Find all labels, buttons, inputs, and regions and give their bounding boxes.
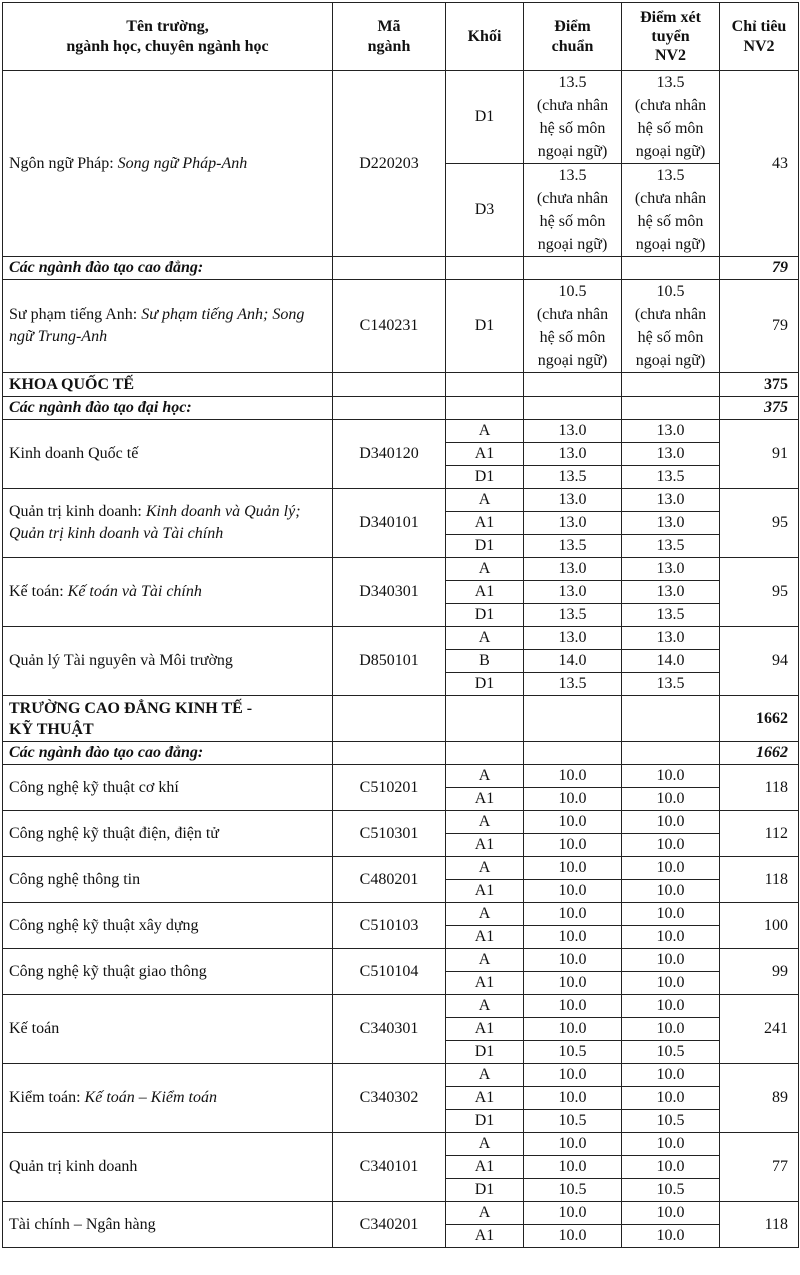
quota-cell: 95 [720, 558, 799, 627]
header-name: Tên trường, ngành học, chuyên ngành học [3, 3, 333, 71]
faculty-row [3, 373, 799, 397]
section-label: Các ngành đào tạo cao đẳng: [3, 742, 333, 765]
block-cell: A [446, 1133, 524, 1156]
block-cell: A1 [446, 443, 524, 466]
block-cell: D1 [446, 535, 524, 558]
quota-cell: 91 [720, 420, 799, 489]
score-cell: 13.5 [524, 673, 622, 696]
block-cell: D1 [446, 1179, 524, 1202]
quota-cell: 89 [720, 1064, 799, 1133]
score-cell: 10.0 [524, 857, 622, 880]
nv2-score-cell: 10.0 [622, 926, 720, 949]
block-cell: D3 [446, 164, 524, 257]
score-cell: 13.0 [524, 443, 622, 466]
table-row [3, 857, 799, 880]
block-cell: D1 [446, 71, 524, 164]
block-cell: D1 [446, 466, 524, 489]
header-code: Mã ngành [333, 3, 446, 71]
quota-cell: 77 [720, 1133, 799, 1202]
score-cell: 13.0 [524, 512, 622, 535]
header-row [3, 3, 799, 71]
score-cell: 10.0 [524, 903, 622, 926]
major-code: D850101 [333, 627, 446, 696]
block-cell: D1 [446, 1041, 524, 1064]
major-name [3, 489, 333, 558]
major-name: Tài chính – Ngân hàng [3, 1202, 333, 1248]
major-name: Kế toán [3, 995, 333, 1064]
quota-cell: 43 [720, 71, 799, 257]
nv2-score-cell: 10.0 [622, 995, 720, 1018]
section-row [3, 257, 799, 280]
score-cell: 10.0 [524, 834, 622, 857]
section-quota: 79 [720, 257, 799, 280]
score-cell: 13.0 [524, 581, 622, 604]
block-cell: A [446, 627, 524, 650]
major-code: D340120 [333, 420, 446, 489]
section-row [3, 742, 799, 765]
score-cell: 10.0 [524, 880, 622, 903]
nv2-score-cell: 13.0 [622, 489, 720, 512]
block-cell: A1 [446, 1225, 524, 1248]
school-quota: 1662 [720, 696, 799, 742]
block-cell: A1 [446, 1087, 524, 1110]
major-label: Kiểm toán: [9, 1089, 85, 1106]
quota-cell: 118 [720, 857, 799, 903]
table-row [3, 558, 799, 581]
major-label: Sư phạm tiếng Anh: [9, 306, 142, 323]
nv2-score-cell: 10.0 [622, 834, 720, 857]
score-cell: 10.0 [524, 949, 622, 972]
quota-cell: 94 [720, 627, 799, 696]
nv2-score-cell: 10.0 [622, 1202, 720, 1225]
nv2-score-cell: 13.5 [622, 466, 720, 489]
score-cell: 10.0 [524, 926, 622, 949]
table-row [3, 1202, 799, 1225]
major-name: Quản trị kinh doanh [3, 1133, 333, 1202]
nv2-score-cell: 13.0 [622, 512, 720, 535]
block-cell: A [446, 558, 524, 581]
nv2-score-cell: 13.0 [622, 420, 720, 443]
school-label: TRƯỜNG CAO ĐẲNG KINH TẾ - KỸ THUẬT [3, 696, 333, 742]
table-row [3, 995, 799, 1018]
nv2-score-cell: 13.5 [622, 535, 720, 558]
table-row [3, 1133, 799, 1156]
score-cell: 10.0 [524, 1225, 622, 1248]
block-cell: D1 [446, 1110, 524, 1133]
major-specialization: Kế toán – Kiểm toán [84, 1089, 217, 1106]
major-name [3, 280, 333, 373]
major-name: Kinh doanh Quốc tế [3, 420, 333, 489]
nv2-score-cell: 10.0 [622, 811, 720, 834]
nv2-score-cell: 10.0 [622, 1064, 720, 1087]
major-name [3, 558, 333, 627]
score-cell: 10.0 [524, 811, 622, 834]
table-row [3, 949, 799, 972]
block-cell: D1 [446, 280, 524, 373]
score-cell: 10.0 [524, 1018, 622, 1041]
block-cell: A [446, 1064, 524, 1087]
nv2-score-cell: 10.0 [622, 1225, 720, 1248]
major-code: C340302 [333, 1064, 446, 1133]
block-cell: A1 [446, 972, 524, 995]
block-cell: A1 [446, 834, 524, 857]
quota-cell: 112 [720, 811, 799, 857]
nv2-score-cell: 10.0 [622, 903, 720, 926]
major-specialization: Song ngữ Pháp-Anh [117, 154, 248, 172]
quota-cell: 95 [720, 489, 799, 558]
nv2-score-cell: 14.0 [622, 650, 720, 673]
block-cell: A1 [446, 926, 524, 949]
block-cell: A1 [446, 581, 524, 604]
score-cell: 13.0 [524, 420, 622, 443]
section-row [3, 397, 799, 420]
faculty-label: KHOA QUỐC TẾ [3, 373, 333, 397]
table-row [3, 627, 799, 650]
score-cell: 10.5 [524, 1179, 622, 1202]
major-code: C510103 [333, 903, 446, 949]
score-cell: 10.0 [524, 1064, 622, 1087]
quota-cell: 118 [720, 1202, 799, 1248]
score-cell: 13.5 [524, 535, 622, 558]
major-name [3, 1064, 333, 1133]
score-cell: 13.0 [524, 627, 622, 650]
score-cell: 10.0 [524, 1133, 622, 1156]
score-cell: 10.5 (chưa nhân hệ số môn ngoại ngữ) [524, 280, 622, 373]
section-quota: 1662 [720, 742, 799, 765]
block-cell: B [446, 650, 524, 673]
table-row [3, 1064, 799, 1087]
table-row [3, 489, 799, 512]
major-name [3, 71, 333, 257]
major-label: Ngôn ngữ Pháp: [9, 154, 118, 172]
block-cell: A [446, 765, 524, 788]
block-cell: D1 [446, 604, 524, 627]
quota-cell: 99 [720, 949, 799, 995]
quota-cell: 79 [720, 280, 799, 373]
nv2-score-cell: 13.0 [622, 627, 720, 650]
section-label: Các ngành đào tạo cao đẳng: [3, 257, 333, 280]
nv2-score-cell: 13.5 [622, 673, 720, 696]
header-block: Khối [446, 3, 524, 71]
major-code: C340101 [333, 1133, 446, 1202]
score-cell: 13.5 [524, 604, 622, 627]
nv2-score-cell: 13.5 [622, 604, 720, 627]
major-specialization: Kế toán và Tài chính [67, 583, 202, 600]
block-cell: A1 [446, 1156, 524, 1179]
block-cell: A1 [446, 1018, 524, 1041]
major-label: Kế toán: [9, 583, 68, 600]
quota-cell: 241 [720, 995, 799, 1064]
header-nv2-score: Điểm xét tuyển NV2 [622, 3, 720, 71]
nv2-score-cell: 10.0 [622, 1156, 720, 1179]
major-code: C340201 [333, 1202, 446, 1248]
block-cell: A1 [446, 788, 524, 811]
nv2-score-cell: 10.5 [622, 1179, 720, 1202]
nv2-score-cell: 10.5 (chưa nhân hệ số môn ngoại ngữ) [622, 280, 720, 373]
nv2-score-cell: 13.5 (chưa nhân hệ số môn ngoại ngữ) [622, 164, 720, 257]
major-name: Công nghệ kỹ thuật giao thông [3, 949, 333, 995]
block-cell: A [446, 811, 524, 834]
quota-cell: 118 [720, 765, 799, 811]
school-row [3, 696, 799, 742]
nv2-score-cell: 10.0 [622, 972, 720, 995]
major-code: C510301 [333, 811, 446, 857]
nv2-score-cell: 10.0 [622, 857, 720, 880]
score-cell: 10.0 [524, 1156, 622, 1179]
table-row [3, 420, 799, 443]
score-cell: 14.0 [524, 650, 622, 673]
score-cell: 13.5 [524, 466, 622, 489]
block-cell: A [446, 420, 524, 443]
header-nv2-quota: Chỉ tiêu NV2 [720, 3, 799, 71]
table-row [3, 811, 799, 834]
score-cell: 13.5 (chưa nhân hệ số môn ngoại ngữ) [524, 71, 622, 164]
major-name: Công nghệ kỹ thuật xây dựng [3, 903, 333, 949]
nv2-score-cell: 10.0 [622, 788, 720, 811]
block-cell: A [446, 995, 524, 1018]
major-specialization: Sư phạm tiếng Anh; Song ngữ Trung-Anh [9, 306, 305, 345]
score-cell: 10.5 [524, 1110, 622, 1133]
nv2-score-cell: 13.0 [622, 581, 720, 604]
block-cell: A1 [446, 512, 524, 535]
score-cell: 10.0 [524, 788, 622, 811]
score-cell: 10.0 [524, 995, 622, 1018]
quota-cell: 100 [720, 903, 799, 949]
block-cell: A [446, 949, 524, 972]
nv2-score-cell: 10.0 [622, 1087, 720, 1110]
nv2-score-cell: 10.0 [622, 880, 720, 903]
table-row [3, 765, 799, 788]
score-cell: 10.0 [524, 1202, 622, 1225]
block-cell: A1 [446, 880, 524, 903]
block-cell: A [446, 903, 524, 926]
score-cell: 10.0 [524, 1087, 622, 1110]
nv2-score-cell: 10.0 [622, 1133, 720, 1156]
major-name: Quản lý Tài nguyên và Môi trường [3, 627, 333, 696]
block-cell: A [446, 1202, 524, 1225]
major-code: C510201 [333, 765, 446, 811]
admission-table [2, 2, 799, 1248]
major-code: C480201 [333, 857, 446, 903]
score-cell: 10.0 [524, 972, 622, 995]
table-row [3, 71, 799, 164]
major-specialization: Kinh doanh và Quản lý; Quản trị kinh doanh và Tài chính [9, 503, 301, 542]
score-cell: 10.0 [524, 765, 622, 788]
section-quota: 375 [720, 397, 799, 420]
major-code: D340301 [333, 558, 446, 627]
score-cell: 13.0 [524, 558, 622, 581]
nv2-score-cell: 13.0 [622, 558, 720, 581]
nv2-score-cell: 10.0 [622, 1018, 720, 1041]
section-label: Các ngành đào tạo đại học: [3, 397, 333, 420]
nv2-score-cell: 10.5 [622, 1041, 720, 1064]
table-row [3, 903, 799, 926]
nv2-score-cell: 13.5 (chưa nhân hệ số môn ngoại ngữ) [622, 71, 720, 164]
nv2-score-cell: 13.0 [622, 443, 720, 466]
header-score: Điểm chuẩn [524, 3, 622, 71]
major-code: D220203 [333, 71, 446, 257]
major-label: Quản trị kinh doanh: [9, 503, 146, 520]
nv2-score-cell: 10.5 [622, 1110, 720, 1133]
score-cell: 13.5 (chưa nhân hệ số môn ngoại ngữ) [524, 164, 622, 257]
major-code: C140231 [333, 280, 446, 373]
block-cell: D1 [446, 673, 524, 696]
major-code: C510104 [333, 949, 446, 995]
faculty-quota: 375 [720, 373, 799, 397]
score-cell: 13.0 [524, 489, 622, 512]
major-code: C340301 [333, 995, 446, 1064]
score-cell: 10.5 [524, 1041, 622, 1064]
major-code: D340101 [333, 489, 446, 558]
block-cell: A [446, 857, 524, 880]
block-cell: A [446, 489, 524, 512]
major-name: Công nghệ thông tin [3, 857, 333, 903]
major-name: Công nghệ kỹ thuật cơ khí [3, 765, 333, 811]
table-row [3, 280, 799, 373]
nv2-score-cell: 10.0 [622, 765, 720, 788]
nv2-score-cell: 10.0 [622, 949, 720, 972]
major-name: Công nghệ kỹ thuật điện, điện tử [3, 811, 333, 857]
